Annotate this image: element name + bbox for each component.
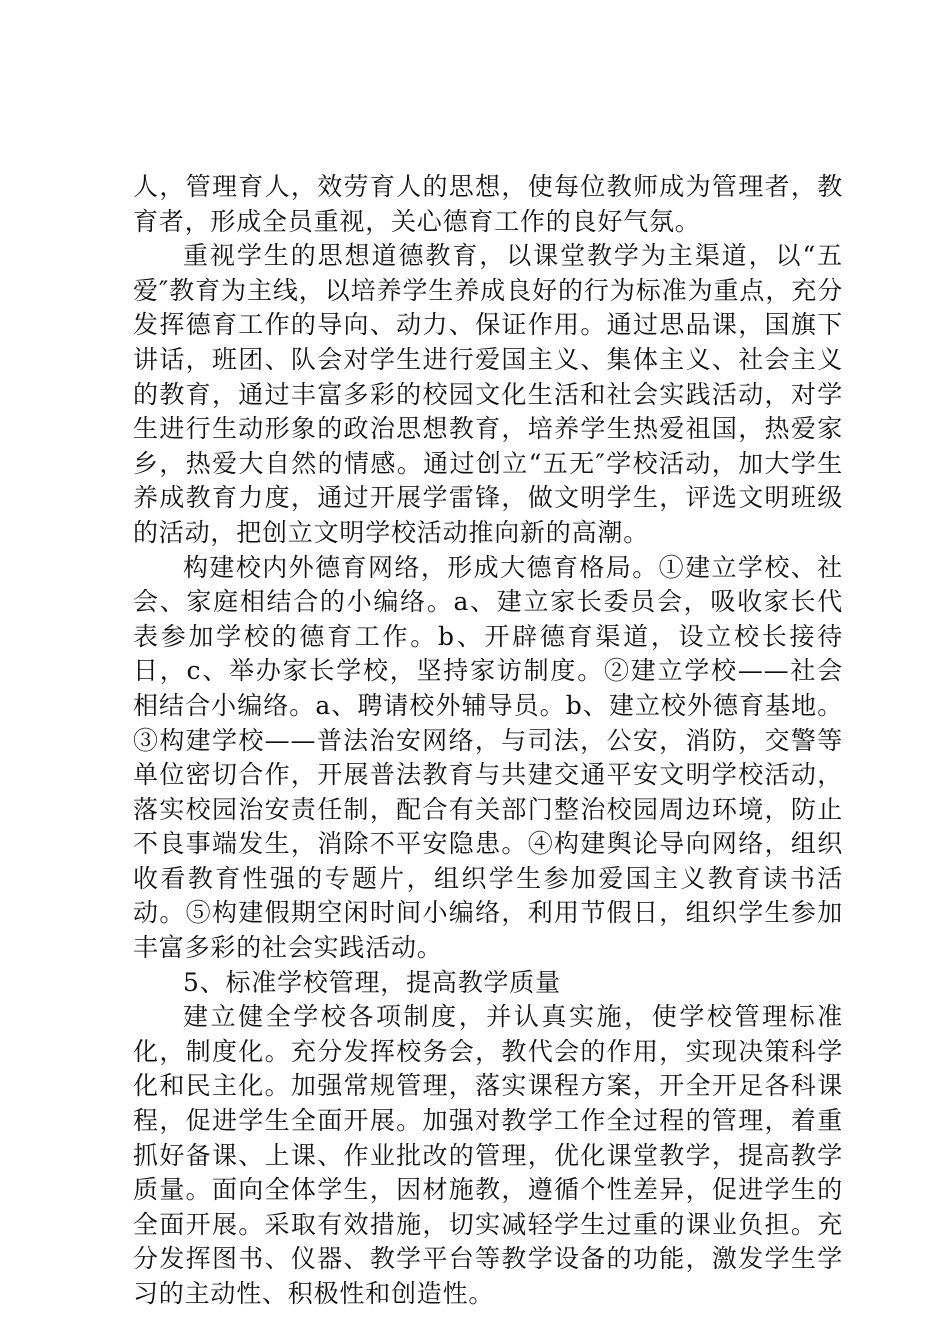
paragraph-continuation: 人，管理育人，效劳育人的思想，使每位教师成为管理者，教育者，形成全员重视，关心德育工作的良好气氛。 [133, 172, 843, 236]
document-body [133, 170, 843, 1312]
section-heading: 5、标准学校管理，提高教学质量 [183, 967, 561, 997]
paragraph-education-network: 构建校内外德育网络，形成大德育格局。①建立学校、社会、家庭相结合的小编络。a、建立家长委员会，吸收家长代表参加学校的德育工作。b、开辟德育渠道，设立校长接待日，c、举办家长学校，坚持家访制度。②建立学校——社会相结合小编络。a、聘请校外辅导员。b、建立校外德育基地。③构建学校——普法治安网络，与司法，公安，消防，交警等单位密切合作，开展普法教育与共建交通平安文明学校活动，落实校园治安责任制，配合有关部门整治校园周边环境，防止不良事端发生，消除不平安隐患。④构建舆论导向网络，组织收看教育性强的专题片，组织学生参加爱国主义教育读书活动。⑤构建假期空闲时间小编络，利用节假日，组织学生参加丰富多彩的社会实践活动。 [133, 552, 843, 963]
paragraph-moral-education: 重视学生的思想道德教育，以课堂教学为主渠道，以“五爱″教育为主线，以培养学生养成良好的行为标准为重点，充分发挥德育工作的导向、动力、保证作用。通过思品课，国旗下讲话，班团、队会对学生进行爱国主义、集体主义、社会主义的教育，通过丰富多彩的校园文化生活和社会实践活动，对学生进行生动形象的政治思想教育，培养学生热爱祖国，热爱家乡，热爱大自然的情感。通过创立“五无″学校活动，加大学生养成教育力度，通过开展学雷锋，做文明学生，评选文明班级的活动，把创立文明学校活动推向新的高潮。 [133, 241, 843, 547]
paragraph-school-management: 建立健全学校各项制度，并认真实施，使学校管理标准化，制度化。充分发挥校务会，教代会的作用，实现决策科学化和民主化。加强常规管理，落实课程方案，开全开足各科课程，促进学生全面开展。加强对教学工作全过程的管理，着重抓好备课、上课、作业批改的管理，优化课堂教学，提高教学质量。面向全体学生，因材施教，遵循个性差异，促进学生的全面开展。采取有效措施，切实减轻学生过重的课业负担。充分发挥图书、仪器、教学平台等教学设备的功能，激发学生学习的主动性、积极性和创造性。 [133, 1002, 843, 1308]
